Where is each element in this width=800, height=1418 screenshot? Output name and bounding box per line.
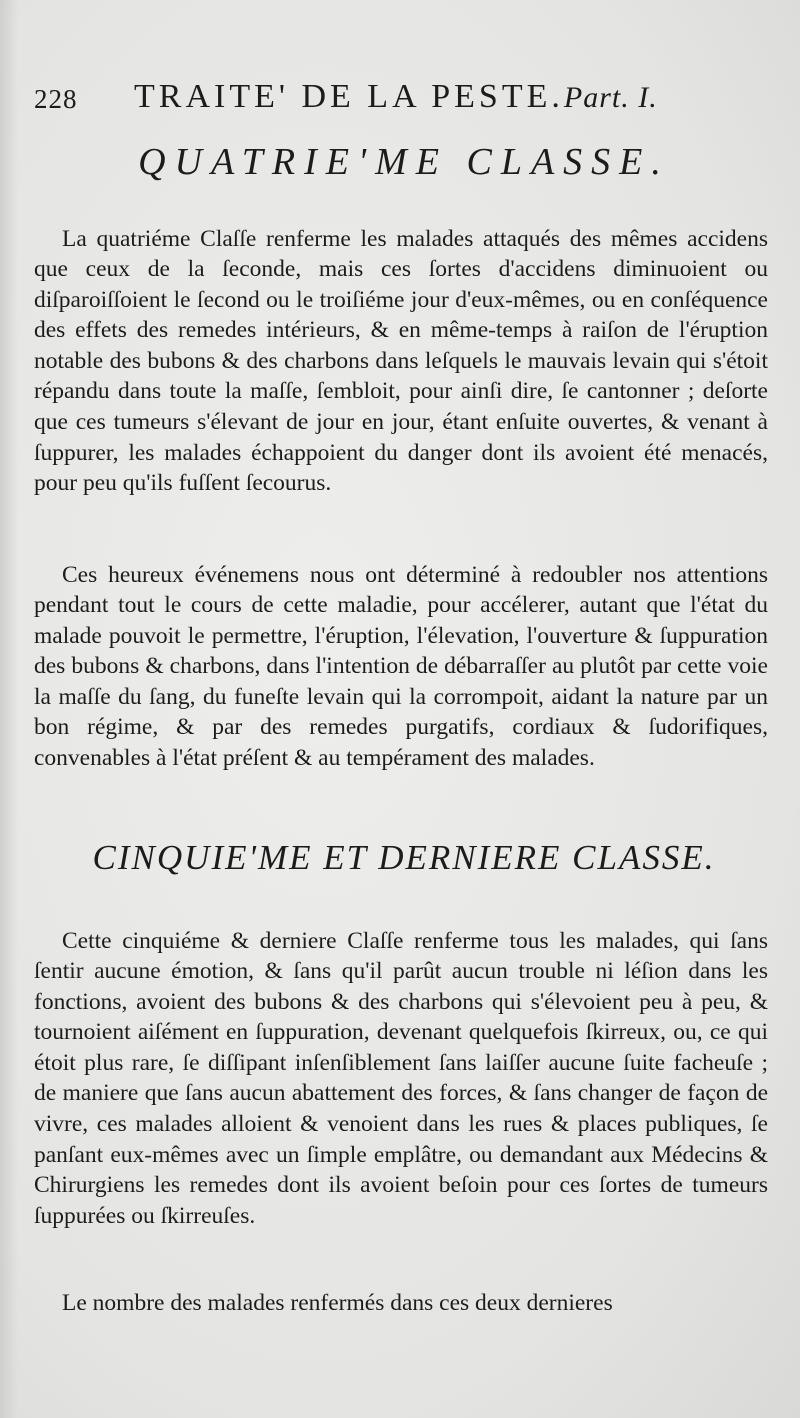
running-title bbox=[134, 78, 658, 116]
paragraph-fourth-class-1: La quatriéme Claſſe renferme les malades attaqués des mêmes accidens que ceux de la ſeconde, mais ces ſortes d'accidens diminuoient ou diſparoiſſoient le ſecond ou le troiſiéme jour d'eux-mêmes, ou en conſéquence des effets des remedes intérieurs, & en même-temps à raiſon de l'éruption notable des bubons & des charbons dans leſquels le mauvais levain qui s'étoit répandu dans toute la maſſe, ſembloit, pour ainſi dire, ſe cantonner ; deſorte que ces tumeurs s'élevant de jour en jour, étant enſuite ouvertes, & venant à ſuppurer, les malades échappoient du danger dont ils avoient été menacés, pour peu qu'ils fuſſent ſecourus. bbox=[34, 225, 768, 497]
section-heading-fourth-class: QUATRIE'ME CLASSE. bbox=[138, 141, 670, 183]
paragraph-fourth-class-2: Ces heureux événemens nous ont déterminé à redoubler nos attentions pendant tout le cours de cette maladie, pour accélerer, autant que l'état du malade pouvoit le permettre, l'éruption, l'élevation, l'ouverture & ſuppuration des bubons & charbons, dans l'intention de débarraſſer au plutôt par cette voie la maſſe du ſang, du funeſte levain qui la corrompoit, aidant la nature par un bon régime, & par des remedes purgatifs, cordiaux & ſudorifiques, convenables à l'état préſent & au tempérament des malades. bbox=[34, 561, 768, 772]
page-number: 228 bbox=[34, 84, 78, 114]
section-heading-fifth-class: CINQUIE'ME ET DERNIERE CLASSE. bbox=[92, 838, 716, 877]
page-gutter-shadow bbox=[0, 0, 18, 1418]
paragraph-fifth-class-2: Le nombre des malades renfermés dans ces deux dernieres bbox=[62, 1289, 613, 1316]
running-title-text: TRAITE' DE LA PESTE. bbox=[134, 78, 564, 115]
running-part: Part. I. bbox=[563, 81, 658, 114]
paragraph-fifth-class-1: Cette cinquiéme & derniere Claſſe renferme tous les malades, qui ſans ſentir aucune émotion, & ſans qu'il parût aucun trouble ni léſion dans les fonctions, avoient des bubons & des charbons qui s'élevoient peu à peu, & tournoient aiſément en ſuppuration, devenant quelquefois ſkirreux, ou, ce qui étoit plus rare, ſe diſſipant inſenſiblement ſans laiſſer aucune ſuite facheuſe ; de maniere que ſans aucun abattement des forces, & ſans changer de façon de vivre, ces malades alloient & venoient dans les rues & places publiques, ſe panſant eux-mêmes avec un ſimple emplâtre, ou demandant aux Médecins & Chirurgiens les remedes dont ils avoient beſoin pour ces ſortes de tumeurs ſuppurées ou ſkirreuſes. bbox=[34, 927, 768, 1229]
running-head bbox=[34, 78, 774, 128]
